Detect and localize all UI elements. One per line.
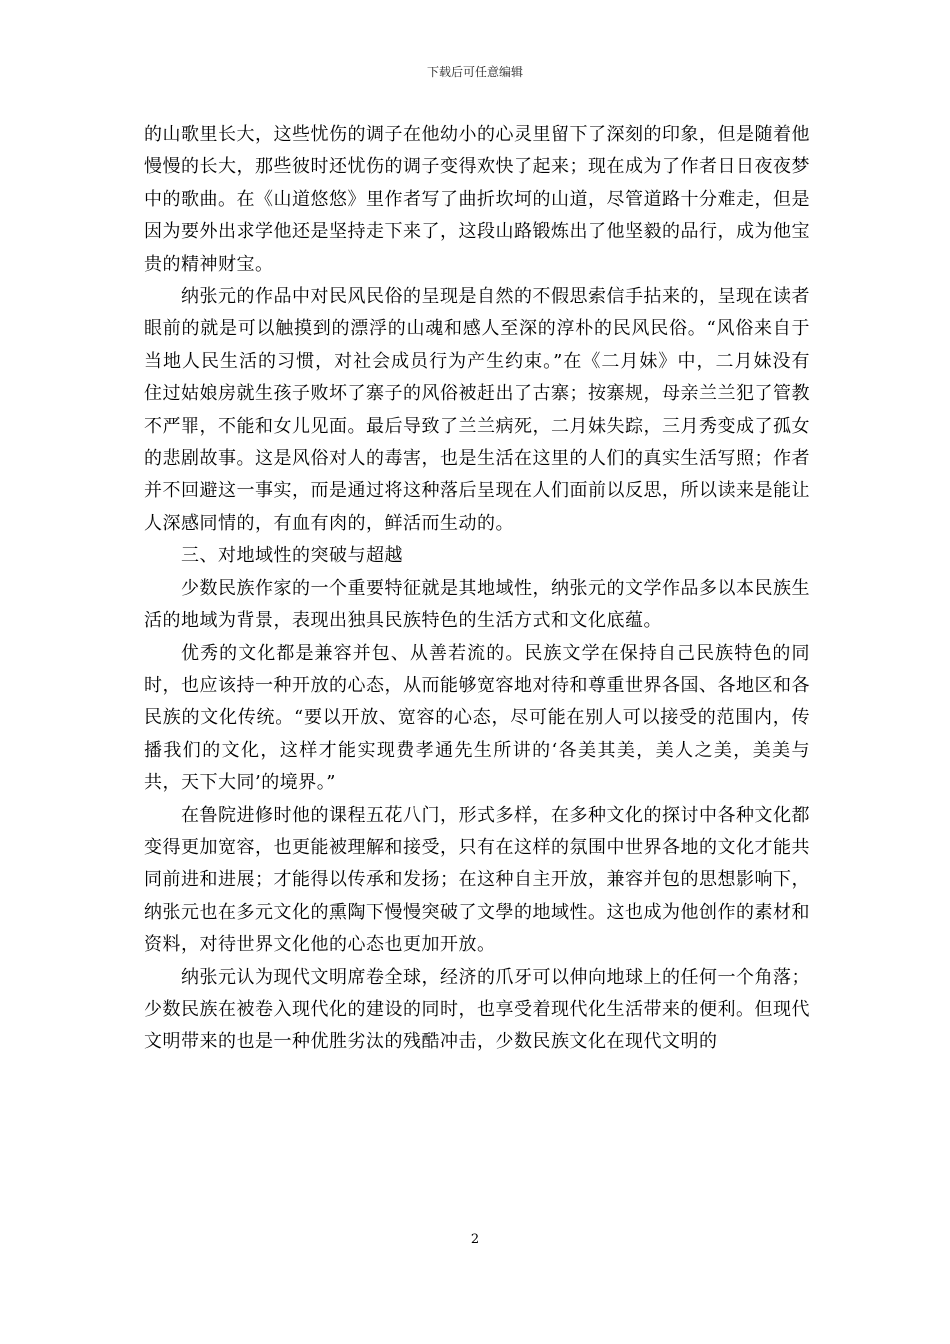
paragraph-regionality: 少数民族作家的一个重要特征就是其地域性，纳张元的文学作品多以本民族生活的地域为背景，表现出独具民族特色的生活方式和文化底蕴。 (144, 577, 810, 632)
paragraph-folk-customs: 纳张元的作品中对民风民俗的呈现是自然的不假思索信手拈来的，呈现在读者眼前的就是可以触摸到的漂浮的山魂和感人至深的淳朴的民风民俗。“风俗来自于当地人民生活的习惯，对社会成员行为产生约束。”在《二月妹》中，二月妹没有住过姑娘房就生孩子败坏了寨子的风俗被赶出了古寨；按寨规，母亲兰兰犯了管教不严罪，不能和女儿见面。最后导致了兰兰病死，二月妹失踪，三月秀变成了孤女的悲剧故事。这是风俗对人的毒害，也是生活在这里的人们的真实生活写照；作者并不回避这一事实，而是通过将这种落后呈现在人们面前以反思，所以读来是能让人深感同情的，有血有肉的，鲜活而生动的。 (144, 286, 810, 534)
paragraph-inclusive-culture: 优秀的文化都是兼容并包、从善若流的。民族文学在保持自己民族特色的同时，也应该持一种开放的心态，从而能够宽容地对待和尊重世界各国、各地区和各民族的文化传统。“要以开放、宽容的心态，尽可能在别人可以接受的范围内，传播我们的文化，这样才能实现费孝通先生所讲的‘各美其美，美人之美，美美与共，天下大同’的境界。” (144, 642, 810, 794)
paragraph-modern-civilization: 纳张元认为现代文明席卷全球，经济的爪牙可以伸向地球上的任何一个角落；少数民族在被卷入现代化的建设的同时，也享受着现代化生活带来的便利。但现代文明带来的也是一种优胜劣汰的残酷冲击，少数民族文化在现代文明的 (144, 966, 810, 1053)
page-number: 2 (470, 1232, 480, 1247)
page-header: 下载后可任意编辑 (426, 65, 523, 79)
document-body (144, 119, 810, 1059)
section-heading: 三、对地域性的突破与超越 (181, 545, 403, 567)
paragraph-luxun-academy: 在鲁院进修时他的课程五花八门，形式多样，在多种文化的探讨中各种文化都变得更加宽容，也更能被理解和接受，只有在这样的氛围中世界各地的文化才能共同前进和进展；才能得以传承和发扬；在这种自主开放，兼容并包的思想影响下，纳张元也在多元文化的熏陶下慢慢突破了文學的地域性。这也成为他创作的素材和资料，对待世界文化他的心态也更加开放。 (144, 804, 810, 956)
paragraph-continuation: 的山歌里长大，这些忧伤的调子在他幼小的心灵里留下了深刻的印象，但是随着他慢慢的长大，那些彼时还忧伤的调子变得欢快了起来；现在成为了作者日日夜夜梦中的歌曲。在《山道悠悠》里作者写了曲折坎坷的山道，尽管道路十分难走，但是因为要外出求学他还是坚持走下来了，这段山路锻炼出了他坚毅的品行，成为他宝贵的精神财宝。 (144, 124, 810, 275)
